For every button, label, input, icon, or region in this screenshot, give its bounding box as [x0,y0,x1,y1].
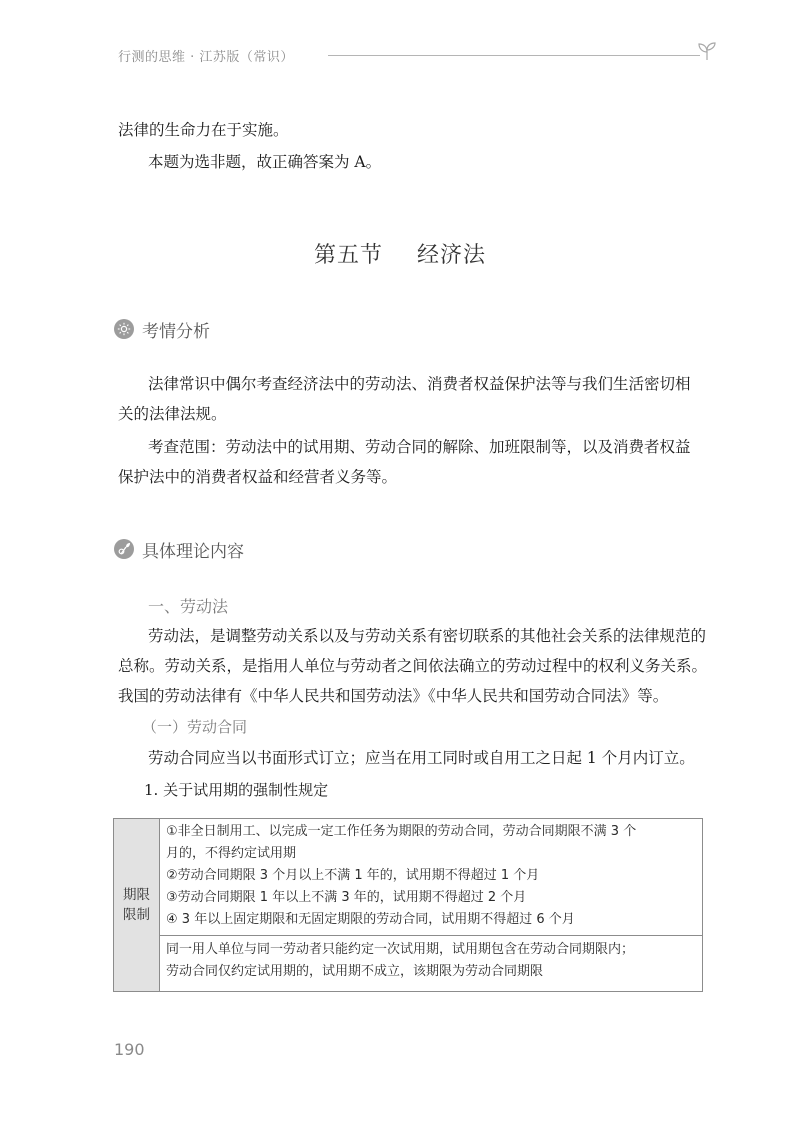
labor-law-line2: 总称。劳动关系，是指用人单位与劳动者之间依法确立的劳动过程中的权利义务关系。 [118,657,708,675]
contract-text: 劳动合同应当以书面形式订立；应当在用工同时或自用工之日起 1 个月内订立。 [148,749,695,767]
table-body [160,819,702,991]
table-cell-limits [160,819,702,936]
theory-heading [114,536,244,562]
table-line: 同一用人单位与同一劳动者只能约定一次试用期，试用期包含在劳动合同期限内； [166,942,635,957]
intro-line-2: 本题为选非题，故正确答案为 A。 [148,153,382,171]
labor-contract-heading: （一）劳动合同 [142,718,248,736]
table-line: ④ 3 年以上固定期限和无固定期限的劳动合同，试用期不得超过 6 个月 [166,912,575,927]
labor-law-heading: 一、劳动法 [148,597,229,616]
section-title [0,238,800,269]
header-title: 行测的思维 · 江苏版（常识） [118,50,294,65]
intro-line-1: 法律的生命力在于实施。 [118,121,289,139]
probation-rules-table [113,818,703,992]
header-rule [328,55,700,56]
sun-icon [114,319,134,339]
page-number: 190 [114,1040,145,1059]
analysis-p1-line1: 法律常识中偶尔考查经济法中的劳动法、消费者权益保护法等与我们生活密切相 [148,375,691,393]
table-line: 劳动合同仅约定试用期的，试用期不成立，该期限为劳动合同期限 [166,964,544,979]
table-cell-once [160,936,702,991]
table-label-cell [114,819,160,991]
section-number: 第五节 [313,243,383,268]
table-line: ③劳动合同期限 1 年以上不满 3 年的，试用期不得超过 2 个月 [166,890,527,905]
analysis-p1-line2: 关的法律法规。 [118,405,227,423]
theory-heading-label: 具体理论内容 [142,541,244,562]
running-header [118,40,718,70]
labor-law-line3: 我国的劳动法律有《中华人民共和国劳动法》《中华人民共和国劳动合同法》等。 [118,687,669,705]
table-line: ②劳动合同期限 3 个月以上不满 1 年的，试用期不得超过 1 个月 [166,868,540,883]
table-line: ①非全日制用工、以完成一定工作任务为期限的劳动合同，劳动合同期限不满 3 个 [166,824,637,839]
analysis-heading [114,316,210,342]
analysis-p2-line1: 考查范围：劳动法中的试用期、劳动合同的解除、加班限制等，以及消费者权益 [148,438,691,456]
sprout-icon [114,539,134,559]
table-label-line1: 期限 [123,887,150,903]
sprout-leaf-icon [696,40,718,62]
table-label-line2: 限制 [123,907,150,923]
section-name: 经济法 [417,243,487,268]
rule-heading: 1. 关于试用期的强制性规定 [144,781,329,799]
analysis-p2-line2: 保护法中的消费者权益和经营者义务等。 [118,468,398,486]
labor-law-line1: 劳动法，是调整劳动关系以及与劳动关系有密切联系的其他社会关系的法律规范的 [148,627,707,645]
table-line: 月的，不得约定试用期 [166,846,297,861]
analysis-heading-label: 考情分析 [142,321,210,342]
